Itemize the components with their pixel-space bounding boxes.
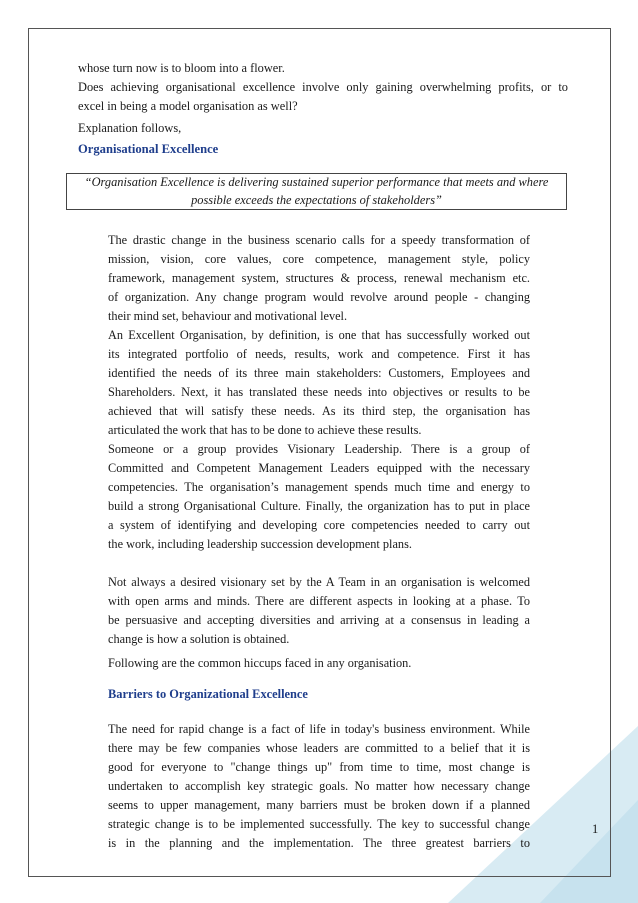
paragraph-1 <box>108 231 530 326</box>
paragraph-line: framework, management system, structures & process, renewal mechanism etc. <box>108 271 530 285</box>
paragraph-line: achieved that will satisfy these needs. As its third step, the organisation has <box>108 404 530 418</box>
page-number: 1 <box>592 822 599 836</box>
intro-line-3: excel in being a model organisation as well? <box>78 99 298 113</box>
paragraph-line: is in the planning and the implementation. The three greatest barriers to <box>108 836 530 850</box>
quote-line-2: possible exceeds the expectations of stakeholders” <box>191 193 442 207</box>
paragraph-line: with open arms and minds. There are different aspects in looking at a phase. To <box>108 594 530 608</box>
hiccups-line: Following are the common hiccups faced in any organisation. <box>108 656 412 670</box>
section-heading: Organisational Excellence <box>78 142 219 156</box>
paragraph-line: build a strong Organisational Culture. Finally, the organization has to put in place <box>108 499 530 513</box>
paragraph-line: Not always a desired visionary set by the A Team in an organisation is welcomed <box>108 575 530 589</box>
paragraph-line: their mind set, behaviour and motivational level. <box>108 309 348 323</box>
paragraph-line: the work, including leadership succession development plans. <box>108 537 412 551</box>
quote-line-1: “Organisation Excellence is delivering sustained superior performance that meets and where <box>84 175 549 189</box>
intro-line-4: Explanation follows, <box>78 121 182 135</box>
paragraph-line: a system of identifying and developing core competencies needed to carry out <box>108 518 530 532</box>
paragraph-line: be persuasive and accepting diversities and arriving at a consensus in leading a <box>108 613 530 627</box>
paragraph-line: identified the needs of its three main stakeholders: Customers, Employees and <box>108 366 530 380</box>
paragraph-line: competencies. The organisation’s management spends much time and energy to <box>108 480 530 494</box>
paragraph-line: mission, vision, core values, core competence, management style, policy <box>108 252 530 266</box>
paragraph-line: of organization. Any change program would revolve around people - changing <box>108 290 530 304</box>
paragraph-3 <box>108 440 530 554</box>
paragraph-line: good for everyone to "change things up" from time to time, most change is <box>108 760 530 774</box>
paragraph-line: change is how a solution is obtained. <box>108 632 290 646</box>
paragraph-line: An Excellent Organisation, by definition, is one that has successfully worked out <box>108 328 530 342</box>
paragraph-line: undertaken to accomplish key strategic goals. No matter how necessary change <box>108 779 530 793</box>
paragraph-line: The drastic change in the business scenario calls for a speedy transformation of <box>108 233 530 247</box>
paragraph-line: Shareholders. Next, it has translated these needs into objectives or results to be <box>108 385 530 399</box>
quote-box <box>66 173 567 210</box>
paragraph-line: there may be few companies whose leaders are committed to a belief that it is <box>108 741 530 755</box>
paragraph-line: articulated the work that has to be done to achieve these results. <box>108 423 422 437</box>
paragraph-line: strategic change is to be implemented successfully. The key to successful change <box>108 817 530 831</box>
paragraph-line: The need for rapid change is a fact of life in today's business environment. While <box>108 722 530 736</box>
intro-line-2: Does achieving organisational excellence involve only gaining overwhelming profits, or to <box>78 80 568 94</box>
paragraph-4 <box>108 573 530 649</box>
paragraph-line: Committed and Competent Management Leaders equipped with the necessary <box>108 461 530 475</box>
paragraph-line: seems to upper management, many barriers must be broken down if a planned <box>108 798 530 812</box>
paragraph-2 <box>108 326 530 440</box>
intro-line-1: whose turn now is to bloom into a flower. <box>78 61 285 75</box>
paragraph-line: Someone or a group provides Visionary Leadership. There is a group of <box>108 442 530 456</box>
barriers-paragraph <box>108 720 530 853</box>
barriers-heading: Barriers to Organizational Excellence <box>108 687 308 701</box>
paragraph-line: its integrated portfolio of needs, results, work and competence. First it has <box>108 347 530 361</box>
